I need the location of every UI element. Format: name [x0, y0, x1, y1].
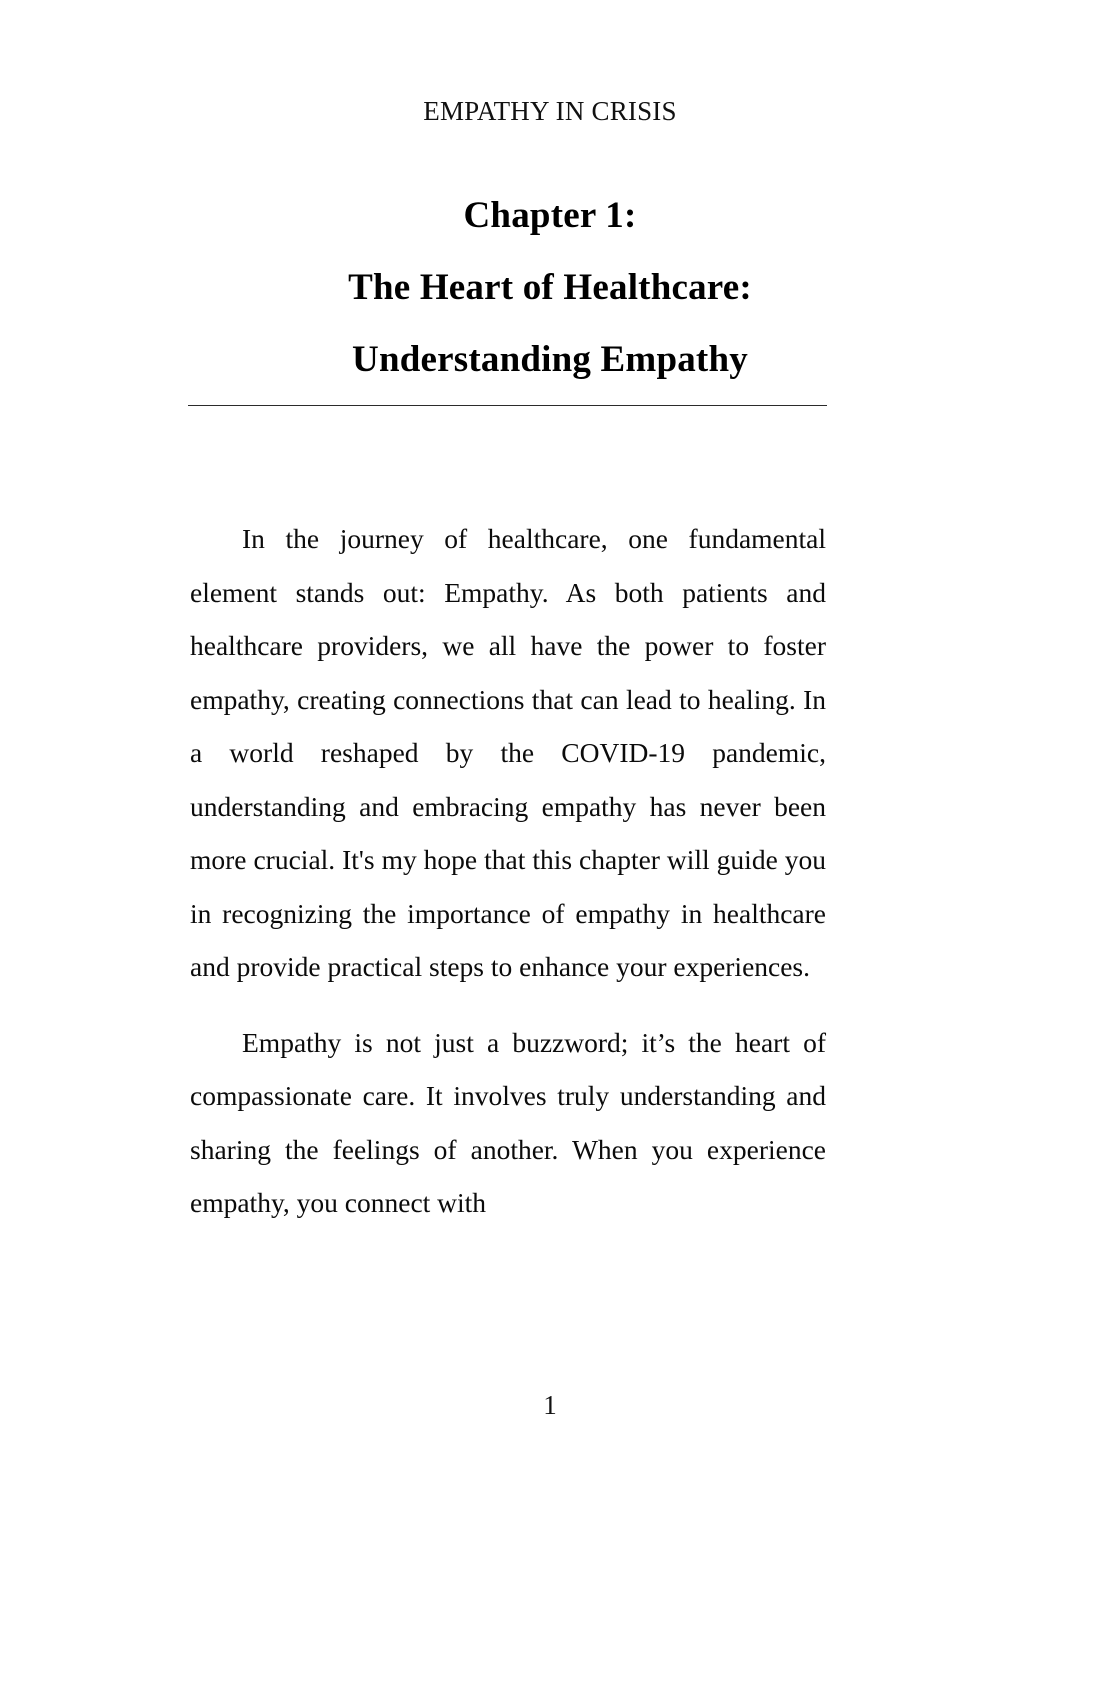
chapter-title-line-1: Chapter 1:	[463, 195, 637, 236]
body-text-column	[190, 512, 826, 1230]
title-divider-rule	[188, 405, 827, 406]
paragraph-2	[190, 1016, 826, 1230]
paragraph-1-text: In the journey of healthcare, one fundamental element stands out: Empathy. As both patients and healthcare providers, we all have the power to foster empathy, creating connections that can lead to healing. In a world reshaped by the COVID-19 pandemic, understanding and embracing empathy has never been more crucial. It's my hope that this chapter will guide you in recognizing the importance of empathy in healthcare and provide practical steps to enhance your experiences.	[190, 523, 826, 982]
page-number: 1	[543, 1390, 557, 1420]
running-header: EMPATHY IN CRISIS	[423, 96, 677, 126]
paragraph-1	[190, 512, 826, 994]
chapter-title-block	[0, 180, 1100, 396]
paragraph-2-text: Empathy is not just a buzzword; it’s the heart of compassionate care. It involves truly understanding and sharing the feelings of another. When you experience empathy, you connect with	[190, 1026, 826, 1218]
chapter-title-line-2: The Heart of Healthcare:	[348, 267, 752, 308]
chapter-title-line-3: Understanding Empathy	[352, 339, 748, 380]
